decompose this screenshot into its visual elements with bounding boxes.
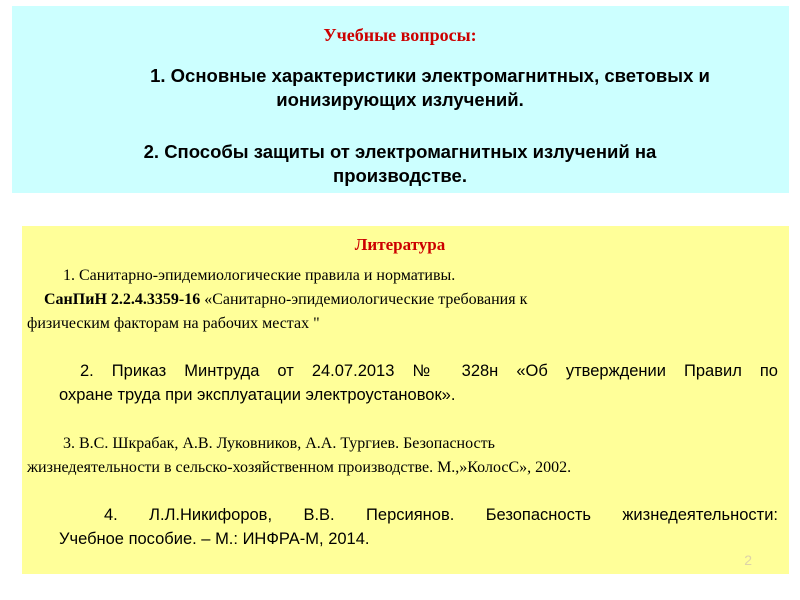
literature-item-4-line-2: Учебное пособие. – М.: ИНФРА-М, 2014. <box>59 530 370 548</box>
question-2-line-1: 2. Способы защиты от электромагнитных излучений на <box>143 141 657 162</box>
literature-item-4-line-1: 4. Л.Л.Никифоров, В.В. Персиянов. Безопасность жизнедеятельности: <box>104 506 778 524</box>
literature-item-1-line-2 <box>44 288 527 311</box>
sanpin-code: СанПиН 2.2.4.3359-16 <box>44 291 201 308</box>
question-1-line-1: 1. Основные характеристики электромагнитных, световых и <box>150 65 710 86</box>
literature-item-3-line-1: 3. В.С. Шкрабак, А.В. Луковников, А.А. Тургиев. Безопасность <box>63 435 495 452</box>
literature-item-1-line-2-rest: «Санитарно-эпидемиологические требования к <box>200 291 528 308</box>
page-number: 2 <box>744 552 752 568</box>
literature-item-3-line-2: жизнедеятельности в сельско-хозяйственном производстве. М.,»КолосС», 2002. <box>27 459 572 476</box>
questions-title: Учебные вопросы: <box>323 25 477 45</box>
literature-item-1-line-1: 1. Санитарно-эпидемиологические правила и нормативы. <box>63 267 456 284</box>
literature-item-2-line-2: охране труда при эксплуатации электроустановок». <box>59 386 456 404</box>
question-1-line-2: ионизирующих излучений. <box>276 89 524 110</box>
question-2-line-2: производстве. <box>333 165 467 186</box>
literature-item-2-line-1: 2. Приказ Минтруда от 24.07.2013 № 328н «Об утверждении Правил по <box>80 362 778 380</box>
literature-item-1-line-3: физическим факторам на рабочих местах " <box>27 315 320 332</box>
literature-title: Литература <box>354 235 446 254</box>
